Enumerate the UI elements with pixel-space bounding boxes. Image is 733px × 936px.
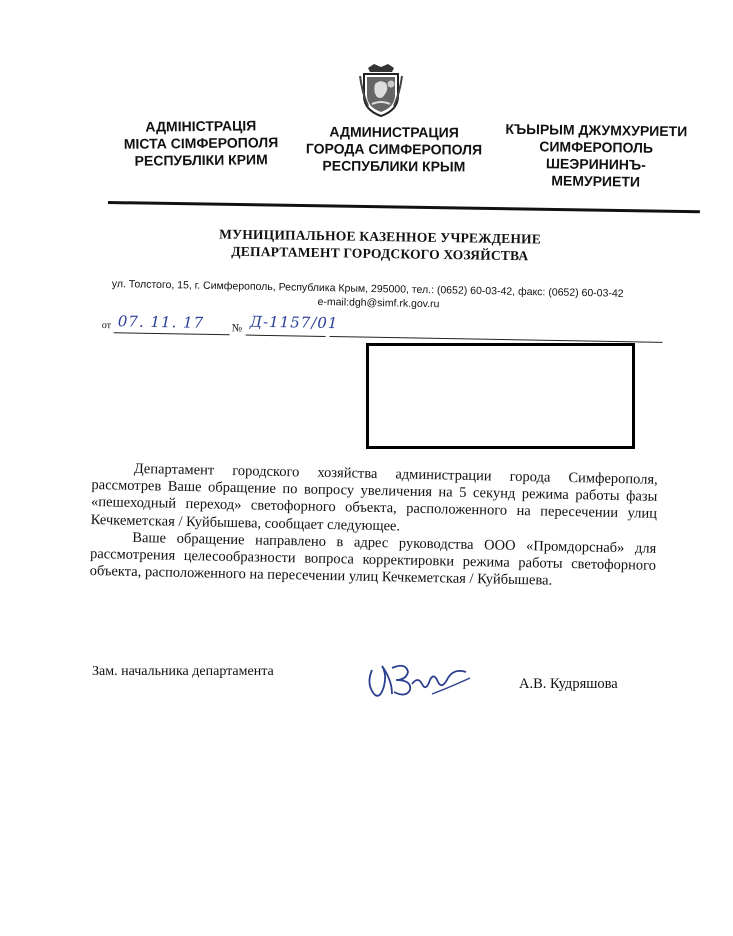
contact-address: [111, 277, 659, 316]
organization-line: ДЕПАРТАМЕНТ ГОРОДСКОГО ХОЗЯЙСТВА: [231, 243, 529, 264]
redacted-recipient-box: [366, 343, 635, 449]
body-paragraph: Департамент городского хозяйства администрации города Симферополя, рассмотрев Ваше обращение по вопросу увеличения на 5 секунд режима работы фазы «пешеходный переход» светофорного объекта, расположенного на пересечении улиц Кечкеметская / Куйбышева, сообщает следующее.: [90, 460, 658, 535]
address-line: ул. Толстого, 15, г. Симферополь, Республика Крым, 295000, тел.: (0652) 60-03-42, факс: (0652) 60-03-42: [111, 277, 624, 300]
signatory-title: Зам. начальника департамента: [92, 664, 274, 679]
signatory-name: А.В. Кудряшова: [519, 676, 618, 692]
header-left-line: АДМІНІСТРАЦІЯ: [145, 117, 257, 135]
organization-line: МУНИЦИПАЛЬНОЕ КАЗЕННОЕ УЧРЕЖДЕНИЕ: [219, 226, 542, 247]
crimea-coat-of-arms-icon: [358, 62, 404, 118]
header-ukrainian: [108, 117, 295, 170]
header-right-line: КЪЫРЫМ ДЖУМХУРИЕТИ: [505, 120, 688, 140]
header-russian: [296, 123, 492, 175]
letter-body: [89, 460, 657, 592]
header-right-line: СИМФЕРОПОЛЬ: [539, 138, 654, 156]
header-divider: [108, 201, 700, 213]
header-right-line: ШЕЭРИНИНЪ-: [545, 155, 646, 173]
handwritten-date: 07. 11. 17: [117, 312, 205, 332]
handwritten-signature-icon: [362, 654, 478, 704]
handwritten-number: Д-1157/01: [249, 312, 339, 333]
registration-line: [100, 312, 665, 346]
header-center-line: ГОРОДА СИМФЕРОПОЛЯ: [305, 140, 483, 158]
header-crimean-tatar: [496, 121, 697, 192]
address-underline: [330, 336, 663, 343]
number-underline: [246, 335, 326, 337]
header-left-line: РЕСПУБЛІКИ КРИМ: [134, 151, 268, 169]
header-left-line: МІСТА СІМФЕРОПОЛЯ: [123, 134, 279, 152]
email-line: e-mail:dgh@simf.rk.gov.ru: [317, 295, 440, 311]
number-label: №: [231, 322, 243, 335]
date-underline: [114, 332, 230, 335]
header-center-line: АДМИНИСТРАЦИЯ: [329, 123, 459, 141]
date-label: от: [101, 320, 112, 332]
header-center-line: РЕСПУБЛИКИ КРЫМ: [322, 157, 466, 175]
body-paragraph: Ваше обращение направлено в адрес руководства ООО «Промдорснаб» для рассмотрения целесообразности вопроса корректировки режима работы светофорного объекта, расположенного на пересечении улиц Кечкеметская / Куйбышева.: [89, 529, 657, 589]
header-right-line: МЕМУРИЕТИ: [551, 172, 641, 190]
organization-name: [170, 225, 590, 266]
